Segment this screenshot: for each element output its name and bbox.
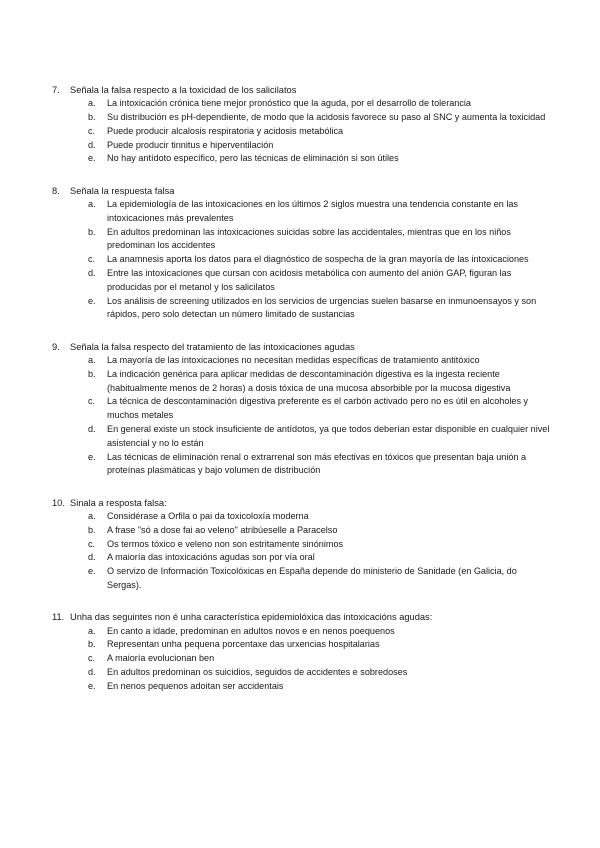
option-item xyxy=(52,267,552,295)
option-item xyxy=(52,538,552,552)
option-item xyxy=(52,551,552,565)
option-text: En adultos predominan os suicidios, seguidos de accidentes e sobredoses xyxy=(107,666,408,677)
option-item xyxy=(52,395,552,423)
option-letter: a. xyxy=(88,625,96,636)
question-number: 10. xyxy=(52,497,65,508)
option-letter: b. xyxy=(88,112,96,123)
option-item xyxy=(52,652,552,666)
option-letter: c. xyxy=(88,653,96,664)
option-text: Entre las intoxicaciones que cursan con acidosis metabólica con aumento del anión GAP, figuran las producidas por el metanol y los salicilatos xyxy=(107,268,512,292)
option-letter: c. xyxy=(88,538,96,549)
option-letter: e. xyxy=(88,680,96,691)
option-text: Puede producir alcalosis respiratoria y acidosis metabólica xyxy=(107,125,344,136)
option-item xyxy=(52,368,552,396)
question-8 xyxy=(52,184,552,322)
option-item xyxy=(52,198,552,226)
question-number: 7. xyxy=(52,85,60,95)
option-item xyxy=(52,638,552,652)
option-item xyxy=(52,680,552,694)
option-item xyxy=(52,524,552,538)
question-stem xyxy=(52,83,552,97)
option-item xyxy=(52,625,552,639)
question-7 xyxy=(52,83,552,166)
option-letter: d. xyxy=(88,139,96,150)
option-text: La indicación genérica para aplicar medidas de descontaminación digestiva es la ingesta reciente (habitualmente menos de 2 horas) a dosis tóxica de una mucosa absorbible por la mucosa digestiva xyxy=(107,368,511,393)
option-letter: e. xyxy=(88,566,96,577)
question-11 xyxy=(52,610,552,693)
question-stem xyxy=(52,496,552,510)
option-item xyxy=(52,423,552,451)
option-text: Puede producir tinnitus e hiperventilación xyxy=(107,139,274,150)
question-text: Señala la falsa respecto del tratamiento de las intoxicaciones agudas xyxy=(70,341,355,352)
question-stem xyxy=(52,184,552,198)
option-text: No hay antídoto específico, pero las técnicas de eliminación si son útiles xyxy=(107,153,399,164)
question-number: 11. xyxy=(52,612,65,623)
question-10 xyxy=(52,496,552,593)
option-letter: b. xyxy=(88,524,96,535)
option-letter: d. xyxy=(88,552,96,563)
option-text: Los análisis de screening utilizados en los servicios de urgencias suelen basarse en inmunoensayos y son rápidos, pero solo detectan un número limitado de sustancias xyxy=(107,295,537,320)
question-text: Unha das seguintes non é unha característica epidemiolóxica das intoxicacións agudas: xyxy=(70,612,433,623)
option-text: En nenos pequenos adoitan ser accidentais xyxy=(107,680,284,691)
option-item xyxy=(52,295,552,323)
option-text: Os termos tóxico e veleno non son estritamente sinónimos xyxy=(107,538,344,549)
question-text: Señala la falsa respecto a la toxicidad de los salicilatos xyxy=(70,85,297,95)
option-text: La anamnesis aporta los datos para el diagnóstico de sospecha de la gran mayoría de las intoxicaciones xyxy=(107,254,529,265)
option-list xyxy=(52,354,552,478)
option-text: O servizo de Información Toxicolóxicas en España depende do ministerio de Sanidade (en Galicia, do Sergas). xyxy=(107,566,517,590)
option-letter: a. xyxy=(88,98,96,109)
option-letter: d. xyxy=(88,666,96,677)
option-item xyxy=(52,253,552,267)
option-letter: e. xyxy=(88,153,96,164)
option-item xyxy=(52,451,552,479)
option-item xyxy=(52,97,552,111)
option-text: En adultos predominan las intoxicaciones suicidas sobre las accidentales, mientras que en los niños predominan los accidentes xyxy=(107,226,511,251)
option-text: La mayoría de las intoxicaciones no necesitan medidas específicas de tratamiento antitóxico xyxy=(107,355,480,366)
option-list xyxy=(52,97,552,166)
option-letter: d. xyxy=(88,268,96,279)
option-list xyxy=(52,198,552,322)
option-letter: c. xyxy=(88,125,96,136)
option-letter: a. xyxy=(88,199,96,210)
option-text: En canto a idade, predominan en adultos novos e en nenos poequenos xyxy=(107,625,395,636)
question-list xyxy=(52,83,552,711)
option-text: La epidemiología de las intoxicaciones en los últimos 2 siglos muestra una tendencia constante en las intoxicaciones más prevalentes xyxy=(107,199,518,223)
option-text: A maioría evolucionan ben xyxy=(107,653,215,664)
option-text: Representan unha pequena porcentaxe das urxencias hospitalarias xyxy=(107,639,380,650)
option-item xyxy=(52,510,552,524)
option-letter: d. xyxy=(88,424,96,435)
question-text: Señala la respuesta falsa xyxy=(70,185,175,196)
option-text: La técnica de descontaminación digestiva preferente es el carbón activado pero no es útil en alcoholes y muchos metales xyxy=(107,396,529,421)
option-text: En general existe un stock insuficiente de antídotos, ya que todos deberían estar disponible en cualquier nivel asistencial y no lo están xyxy=(107,424,550,448)
option-item xyxy=(52,226,552,254)
option-letter: a. xyxy=(88,511,96,522)
option-item xyxy=(52,139,552,153)
option-text: A frase "só a dose fai ao veleno" atribúeselle a Paracelso xyxy=(107,524,338,535)
option-letter: c. xyxy=(88,396,96,407)
option-item xyxy=(52,111,552,125)
option-letter: e. xyxy=(88,295,96,306)
option-letter: b. xyxy=(88,639,96,650)
option-item xyxy=(52,354,552,368)
option-item xyxy=(52,565,552,593)
question-number: 8. xyxy=(52,185,60,196)
option-text: A maioría das intoxicacións agudas son por vía oral xyxy=(107,552,315,563)
question-stem xyxy=(52,610,552,624)
question-9 xyxy=(52,340,552,478)
option-letter: c. xyxy=(88,254,96,265)
option-text: La intoxicación crónica tiene mejor pronóstico que la aguda, por el desarrollo de tolerancia xyxy=(107,98,471,109)
option-text: Su distribución es pH-dependiente, de modo que la acidosis favorece su paso al SNC y aumenta la toxicidad xyxy=(107,112,546,123)
option-item xyxy=(52,152,552,166)
option-item xyxy=(52,666,552,680)
option-text: Las técnicas de eliminación renal o extrarrenal son más efectivas en tóxicos que presentan baja unión a proteínas plasmáticas y bajo volumen de distribución xyxy=(107,451,527,476)
option-letter: b. xyxy=(88,226,96,237)
option-text: Considérase a Orfila o pai da toxicoloxía moderna xyxy=(107,511,309,522)
question-stem xyxy=(52,340,552,354)
option-letter: e. xyxy=(88,451,96,462)
option-letter: a. xyxy=(88,355,96,366)
question-text: Sinala a resposta falsa: xyxy=(70,497,167,508)
option-list xyxy=(52,625,552,694)
question-number: 9. xyxy=(52,341,60,352)
option-item xyxy=(52,125,552,139)
option-letter: b. xyxy=(88,368,96,379)
option-list xyxy=(52,510,552,593)
